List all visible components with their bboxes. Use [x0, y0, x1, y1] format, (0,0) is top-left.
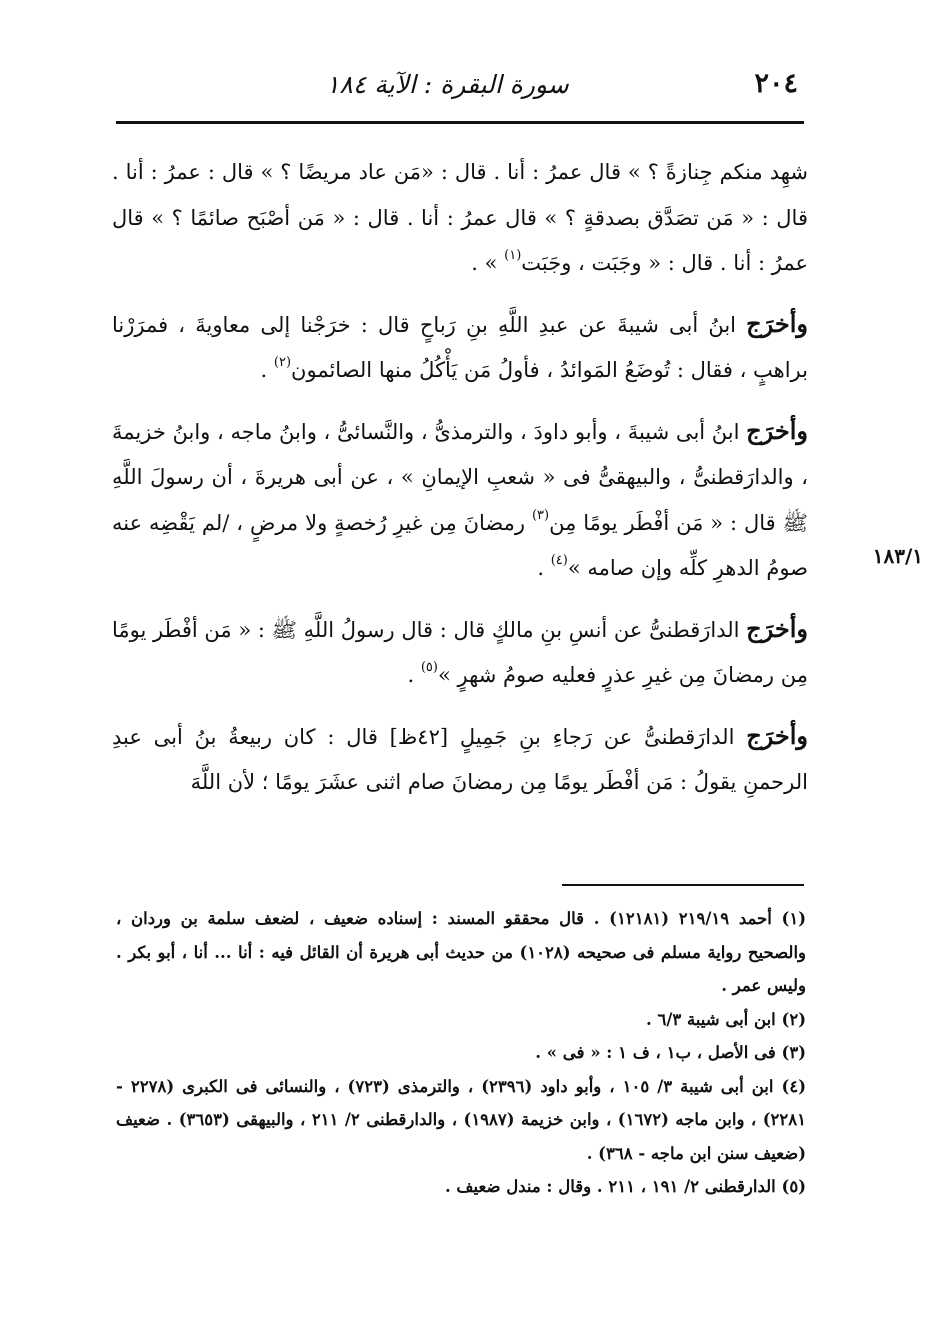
- paragraph-lead: وأخرَج: [746, 415, 808, 445]
- paragraph-tail: رمضانَ مِن غيرِ رُخصةٍ ولا مرضٍ ، /لم يَقْضِه عنه صومُ الدهرِ كلِّه وإن صامه »: [112, 510, 808, 580]
- page-number: ٢٠٤: [754, 68, 798, 99]
- header-rule: [116, 121, 804, 124]
- paragraph-lead: وأخرَج: [746, 308, 808, 338]
- paragraph-4: [112, 606, 808, 699]
- footnote-1: (١) أحمد ٢١٩/١٩ (١٢١٨١) . قال محققو المسند : إسناده ضعيف ، لضعف سلمة بن وردان ، والصحيح رواية مسلم فى صحيحه (١٠٢٨) من حديث أبى هريرة أن القائل فيه : أنا ... أنا ، أبو بكر . وليس عمر .: [116, 909, 807, 995]
- paragraph-5: [112, 713, 808, 806]
- footnote-marker: (٤): [550, 553, 568, 568]
- paragraph-1: [112, 148, 808, 287]
- paragraph-2: [112, 301, 808, 394]
- footnote-marker: (٣): [531, 507, 550, 523]
- footnote-marker: (٥): [420, 660, 438, 675]
- paragraph-lead: وأخرَج: [746, 720, 809, 750]
- paragraph-text: ابنُ أبى شيبةَ عن عبدِ اللَّهِ بنِ رَباحٍ قال : خرَجْنا إلى معاويةَ ، فمرَرْنا براهبٍ ، فقال : تُوضَعُ المَوائدُ ، فأولُ مَن يَأْكُلُ منها الصائمون: [112, 312, 808, 382]
- footnote-5: (٥) الدارقطنى ٢/ ١٩١ ، ٢١١ . وقال : مندل ضعيف .: [444, 1177, 806, 1196]
- paragraph-lead: وأخرَج: [746, 613, 808, 643]
- paragraph-3: [112, 408, 808, 592]
- paragraph-tail: .: [407, 663, 421, 687]
- page-header: [116, 62, 804, 112]
- footnote-marker: (١): [504, 248, 522, 263]
- footnote-marker: (٢): [273, 355, 292, 370]
- paragraph-tail: .: [260, 358, 274, 382]
- running-title: سورة البقرة : الآية ١٨٤: [326, 70, 569, 99]
- paragraph-tail: » .: [471, 251, 505, 275]
- paragraph-text: الدارَقطنىُّ عن أنسِ بنِ مالكٍ قال : قال رسولُ اللَّهِ ﷺ : « مَن أفْطَر يومًا مِن رمضانَ مِن غيرِ عذرٍ فعليه صومُ شهرٍ »: [112, 617, 808, 687]
- margin-reference: ١٨٣/١: [872, 544, 923, 568]
- paragraph-text: الدارَقطنىُّ عن رَجاءِ بنِ جَمِيلٍ [٤٢ظ] قال : كان ربيعةُ بنُ أبى عبدِ الرحمنِ يقولُ : مَن أفْطَر يومًا مِن رمضانَ صام اثنى عشَرَ يومًا ؛ لأن اللَّهَ: [112, 724, 808, 794]
- footnote-2: (٢) ابن أبى شيبة ٦/٣ .: [645, 1009, 806, 1029]
- paragraph-text: شهِد منكم جِنازةً ؟ » قال عمرُ : أنا . قال : «مَن عاد مريضًا ؟ » قال : عمرُ : أنا . قال : « مَن تصَدَّق بصدقةٍ ؟ » قال عمرُ : أنا . قال : « مَن أصْبَح صائمًا ؟ » قال عمرُ : أنا . قال : « وجَبَت ، وجَبَت: [112, 160, 808, 275]
- footnote-3: (٣) فى الأصل ، ب١ ، ف ١ : « فى » .: [535, 1043, 806, 1062]
- main-text: [112, 148, 808, 820]
- paragraph-tail: .: [537, 556, 551, 580]
- footnotes: [116, 902, 806, 1204]
- footnote-4: (٤) ابن أبى شيبة ٣/ ١٠٥ ، وأبو داود (٢٣٩٦) ، والترمذى (٧٢٣) ، والنسائى فى الكبرى (٢٢٧٨ - ٢٢٨١) ، وابن ماجه (١٦٧٢) ، وابن خزيمة (١٩٨٧) ، والدارقطنى ٢/ ٢١١ ، والبيهقى (٣٦٥٣) . ضعيف (ضعيف سنن ابن ماجه - ٣٦٨) .: [116, 1076, 806, 1163]
- footnote-rule: [562, 884, 804, 886]
- paragraph-text: ابنُ أبى شيبةَ ، وأبو داودَ ، والترمذىُّ ، والنَّسائىُّ ، وابنُ ماجه ، وابنُ خزيمةَ ، والدارَقطنىُّ ، والبيهقىُّ فى « شعبِ الإيمانِ » ، عن أبى هريرةَ ، أن رسولَ اللَّهِ ﷺ قال : « مَن أفْطَر يومًا مِن: [112, 419, 808, 535]
